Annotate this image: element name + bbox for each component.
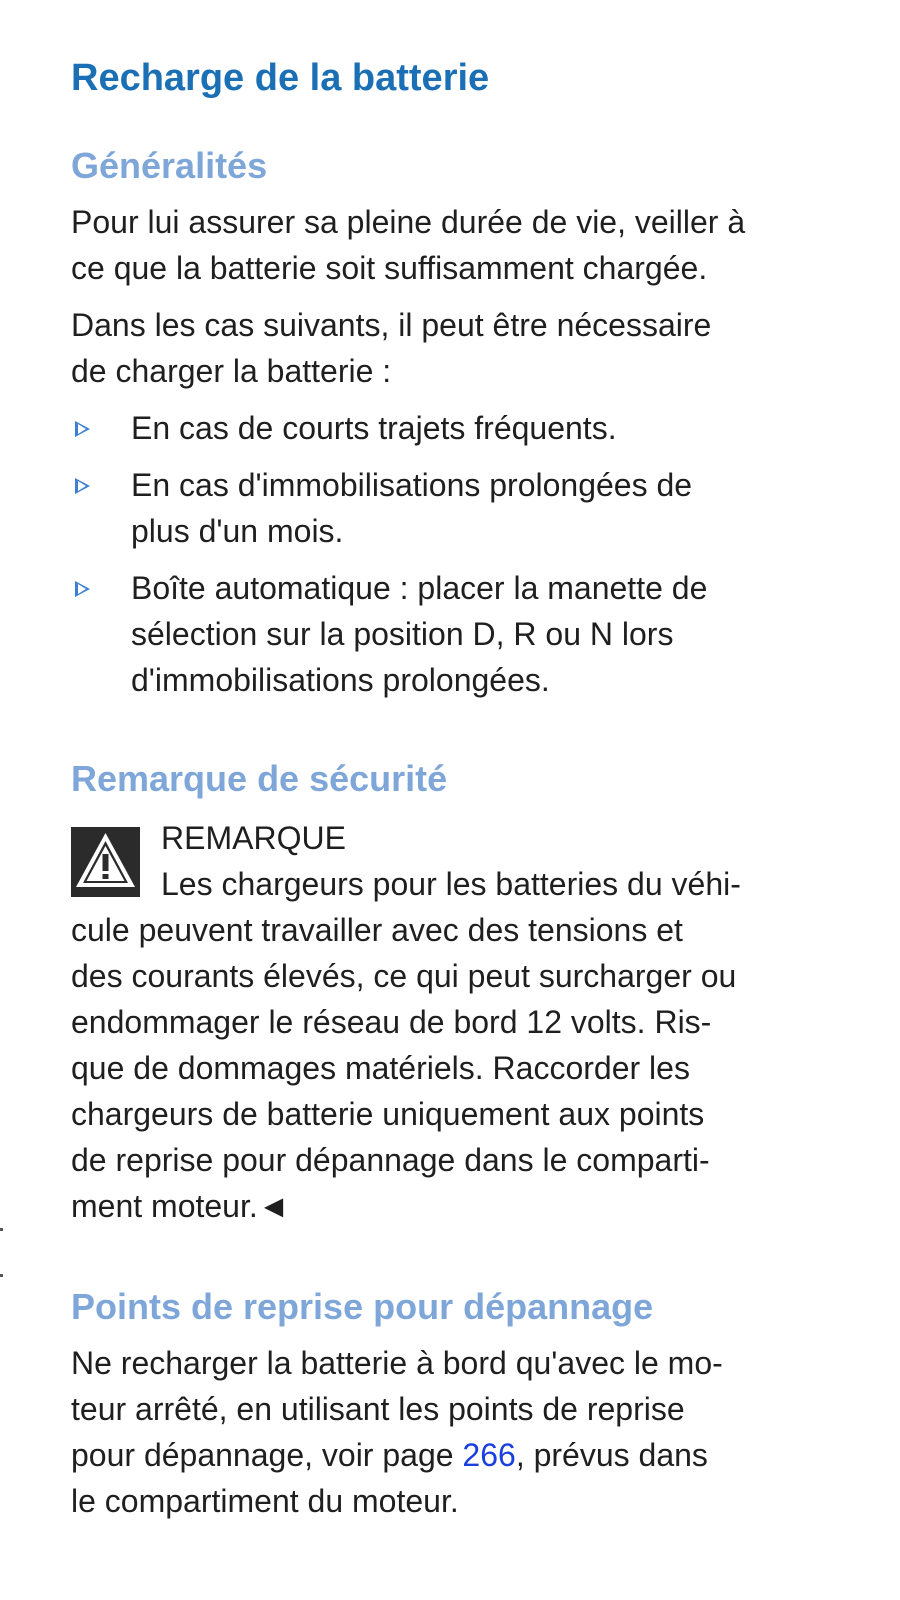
warning-text [71,861,841,1229]
text-line: Les chargeurs pour les batteries du véhi- [161,866,741,902]
bullet-list [71,405,841,703]
list-item [71,405,841,451]
text-line: que de dommages matériels. Raccorder les [71,1050,690,1086]
bullet-text: plus d'un mois. [131,513,344,549]
list-item [71,565,841,703]
text-line: ment moteur.◄ [71,1188,290,1224]
generalites-heading: Généralités [71,145,268,186]
text-line: chargeurs de batterie uniquement aux points [71,1096,705,1132]
warning-title: REMARQUE [161,820,346,856]
text-line: Dans les cas suivants, il peut être nécessaire [71,307,712,343]
text-line: des courants élevés, ce qui peut surcharger ou [71,958,737,994]
bullet-text: Boîte automatique : placer la manette de [131,570,708,606]
bullet-text: En cas d'immobilisations prolongées de [131,467,693,503]
bullet-text: d'immobilisations prolongées. [131,662,550,698]
margin-mark [0,1274,3,1277]
triangle-bullet-icon [75,478,90,494]
margin-mark [0,1228,3,1231]
list-item [71,462,841,554]
points-heading: Points de reprise pour dépannage [71,1286,654,1327]
text-line: de charger la batterie : [71,353,392,389]
text-line: endommager le réseau de bord 12 volts. Ris- [71,1004,712,1040]
triangle-bullet-icon [75,421,90,437]
page-link[interactable]: 266 [462,1437,516,1473]
manual-page [71,52,841,1524]
text-line: Pour lui assurer sa pleine durée de vie, veiller à [71,204,746,240]
bullet-text: En cas de courts trajets fréquents. [131,410,617,446]
text-fragment: , prévus dans [515,1437,708,1473]
safety-heading: Remarque de sécurité [71,758,448,799]
bullet-text: sélection sur la position D, R ou N lors [131,616,674,652]
warning-block [71,815,841,1229]
warning-triangle-icon [71,827,140,897]
text-fragment: pour dépannage, voir page [71,1437,463,1473]
section-title: Recharge de la batterie [71,57,490,99]
text-line: Ne recharger la batterie à bord qu'avec le mo- [71,1345,723,1381]
generalites-paragraph-2 [71,302,841,394]
text-line: le compartiment du moteur. [71,1483,459,1519]
triangle-bullet-icon [75,581,90,597]
generalites-paragraph-1 [71,199,841,291]
text-line: teur arrêté, en utilisant les points de reprise [71,1391,685,1427]
text-line [71,1432,841,1478]
text-line: ce que la batterie soit suffisamment chargée. [71,250,708,286]
text-line: cule peuvent travailler avec des tensions et [71,912,683,948]
points-paragraph [71,1340,841,1524]
text-line: de reprise pour dépannage dans le comparti- [71,1142,710,1178]
